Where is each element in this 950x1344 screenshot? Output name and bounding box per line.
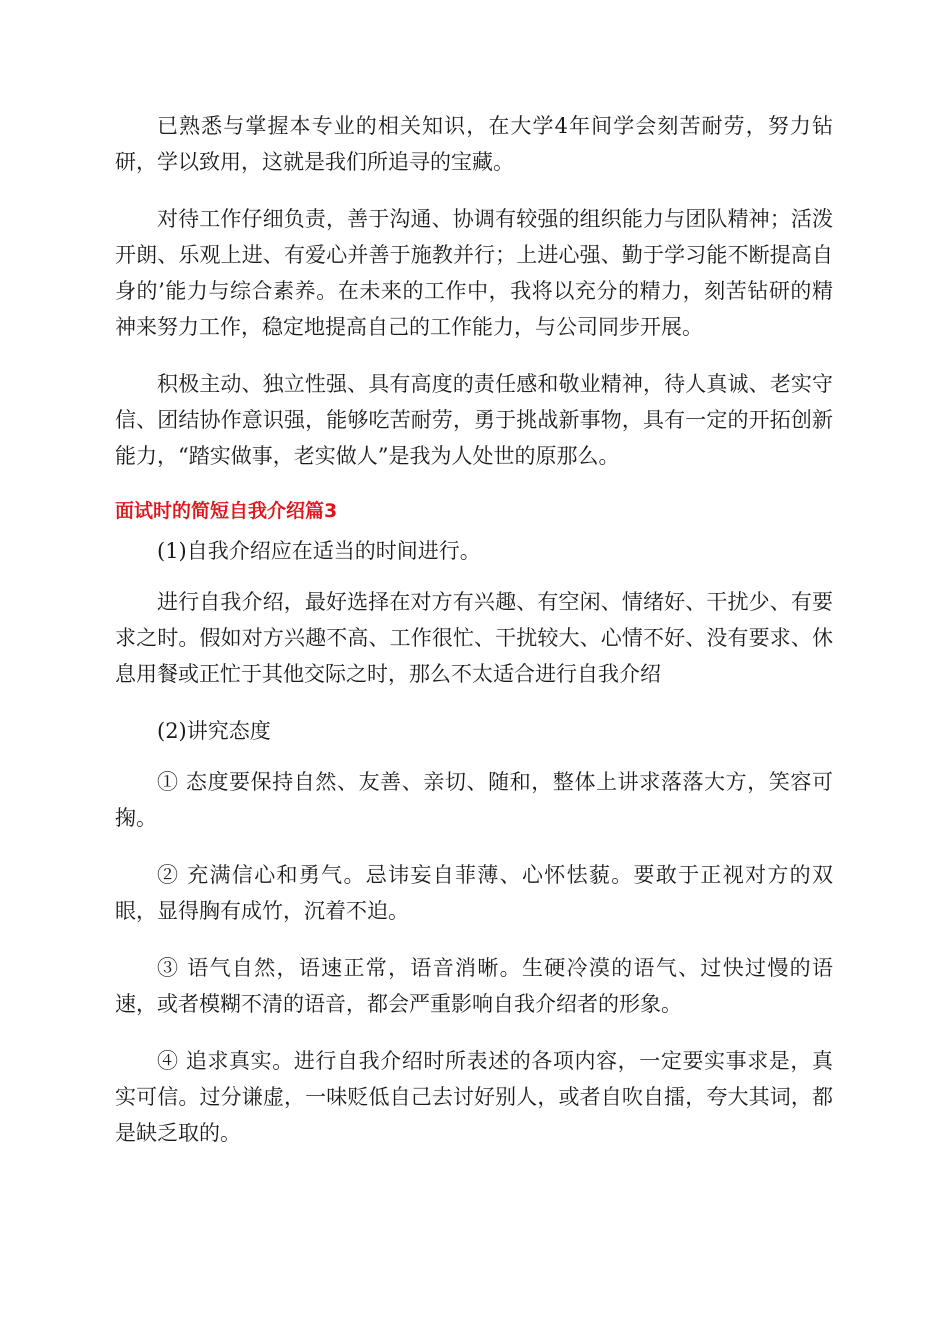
- paragraph-work-attitude: 对待工作仔细负责，善于沟通、协调有较强的组织能力与团队精神；活泼开朗、乐观上进、有爱心并善于施教并行；上进心强、勤于学习能不断提高自身的’能力与综合素养。在未来的工作中，我将以充分的精力，刻苦钻研的精神来努力工作，稳定地提高自己的工作能力，与公司同步开展。: [115, 207, 833, 339]
- paragraph-point-1: ① 态度要保持自然、友善、亲切、随和，整体上讲求落落大方，笑容可掬。: [115, 770, 833, 830]
- paragraph-point-3: ③ 语气自然，语速正常，语音消晰。生硬冷漠的语气、过快过慢的语速，或者模糊不清的语音，都会严重影响自我介绍者的形象。: [115, 956, 833, 1016]
- paragraph-knowledge: 已熟悉与掌握本专业的相关知识，在大学4年间学会刻苦耐劳，努力钻研，学以致用，这就是我们所追寻的宝藏。: [115, 114, 833, 174]
- paragraph-point-4: ④ 追求真实。进行自我介绍时所表述的各项内容，一定要实事求是，真实可信。过分谦虚，一味贬低自己去讨好别人，或者自吹自擂，夸大其词，都是缺乏取的。: [115, 1049, 833, 1145]
- section-heading: 面试时的简短自我介绍篇3: [115, 500, 338, 522]
- document-page: [115, 108, 833, 1172]
- paragraph-timing-title: (1)自我介绍应在适当的时间进行。: [157, 539, 481, 563]
- paragraph-point-2: ② 充满信心和勇气。忌讳妄自菲薄、心怀怯藐。要敢于正视对方的双眼，显得胸有成竹，沉着不迫。: [115, 863, 833, 923]
- paragraph-timing-body: 进行自我介绍，最好选择在对方有兴趣、有空闲、情绪好、干扰少、有要求之时。假如对方兴趣不高、工作很忙、干扰较大、心情不好、没有要求、休息用餐或正忙于其他交际之时，那么不太适合进行自我介绍: [115, 590, 833, 686]
- paragraph-personality: 积极主动、独立性强、具有高度的责任感和敬业精神，待人真诚、老实守信、团结协作意识强，能够吃苦耐劳，勇于挑战新事物，具有一定的开拓创新能力，“踏实做事，老实做人”是我为人处世的原那么。: [115, 372, 833, 468]
- paragraph-attitude-title: (2)讲究态度: [157, 719, 271, 743]
